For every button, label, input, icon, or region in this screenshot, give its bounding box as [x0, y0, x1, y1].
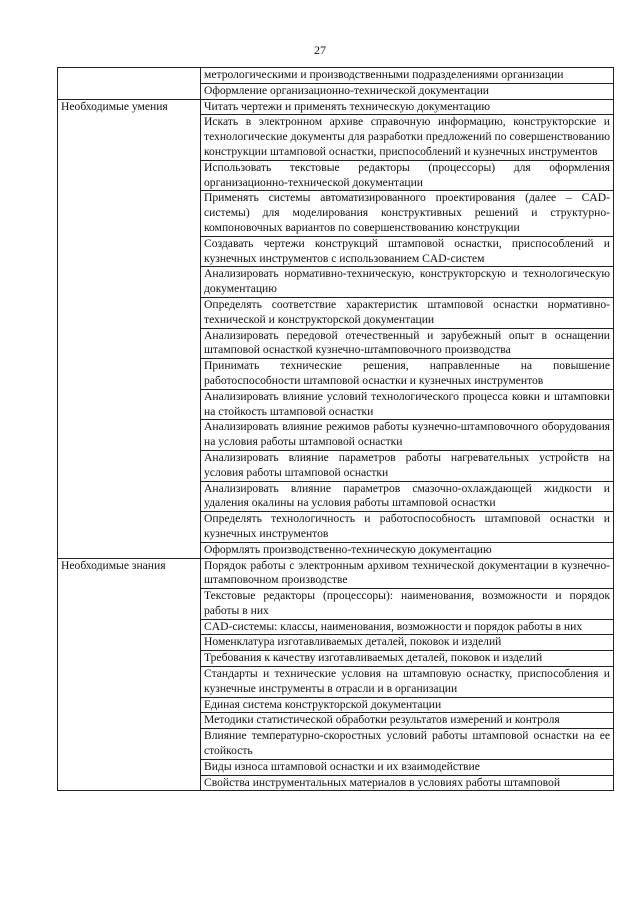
table-row [58, 68, 614, 84]
requirement-item: Требования к качеству изготавливаемых деталей, поковок и изделий [201, 651, 614, 667]
requirement-item: Единая система конструкторской документации [201, 697, 614, 713]
requirement-item: Анализировать влияние условий технологического процесса ковки и штамповки на стойкость штамповой оснастки [201, 389, 614, 420]
requirement-item: Оформлять производственно-техническую документацию [201, 542, 614, 558]
page-number: 27 [314, 43, 326, 57]
requirement-item: Виды износа штамповой оснастки и их взаимодействие [201, 759, 614, 775]
requirement-item: Анализировать передовой отечественный и зарубежный опыт в оснащении штамповой оснасткой кузнечно-штамповочного производства [201, 328, 614, 359]
requirement-item: Номенклатура изготавливаемых деталей, поковок и изделий [201, 635, 614, 651]
requirement-item: Методики статистической обработки результатов измерений и контроля [201, 713, 614, 729]
requirement-item: Порядок работы с электронным архивом технической документации в кузнечно-штамповочном производстве [201, 558, 614, 589]
requirement-item: Анализировать влияние режимов работы кузнечно-штамповочного оборудования на условия работы штамповой оснастки [201, 420, 614, 451]
requirement-item: Читать чертежи и применять техническую документацию [201, 99, 614, 115]
section-label [58, 68, 201, 100]
requirement-item: Применять системы автоматизированного проектирования (далее – CAD-системы) для моделирования конструктивных решений и структурно-компоновочных вариантов по совершенствованию конструкции [201, 191, 614, 236]
requirement-item: Анализировать влияние параметров смазочно-охлаждающей жидкости и удаления окалины на условия работы штамповой оснастки [201, 481, 614, 512]
requirements-table [57, 67, 614, 791]
requirement-item: Стандарты и технические условия на штамповую оснастку, приспособления и кузнечные инструменты в отрасли и в организации [201, 667, 614, 698]
requirement-item: Оформление организационно-технической документации [201, 83, 614, 99]
requirement-item: Анализировать нормативно-техническую, конструкторскую и технологическую документацию [201, 267, 614, 298]
requirement-item: Анализировать влияние параметров работы нагревательных устройств на условия работы штамповой оснастки [201, 450, 614, 481]
requirement-item: Создавать чертежи конструкций штамповой оснастки, приспособлений и кузнечных инструментов с использованием CAD-систем [201, 236, 614, 267]
requirement-item: Определять соответствие характеристик штамповой оснастки нормативно-технической и конструкторской документации [201, 297, 614, 328]
requirement-item: Свойства инструментальных материалов в условиях работы штамповой [201, 775, 614, 791]
requirement-item: Определять технологичность и работоспособность штамповой оснастки и кузнечных инструментов [201, 512, 614, 543]
requirement-item: CAD-системы: классы, наименования, возможности и порядок работы в них [201, 619, 614, 635]
section-label: Необходимые умения [58, 99, 201, 558]
requirements-table-body [58, 68, 614, 791]
requirement-item: Использовать текстовые редакторы (процессоры) для оформления организационно-технической документации [201, 160, 614, 191]
table-row [58, 558, 614, 589]
requirement-item: Влияние температурно-скоростных условий работы штамповой оснастки на ее стойкость [201, 729, 614, 760]
requirement-item: Искать в электронном архиве справочную информацию, конструкторские и технологические документы для разработки предложений по совершенствованию конструкции штамповой оснастки, приспособлений и кузнечных инструментов [201, 115, 614, 160]
requirement-item: метрологическими и производственными подразделениями организации [201, 68, 614, 84]
table-row [58, 99, 614, 115]
section-label: Необходимые знания [58, 558, 201, 791]
requirement-item: Принимать технические решения, направленные на повышение работоспособности штамповой оснастки и кузнечных инструментов [201, 359, 614, 390]
requirement-item: Текстовые редакторы (процессоры): наименования, возможности и порядок работы в них [201, 589, 614, 620]
